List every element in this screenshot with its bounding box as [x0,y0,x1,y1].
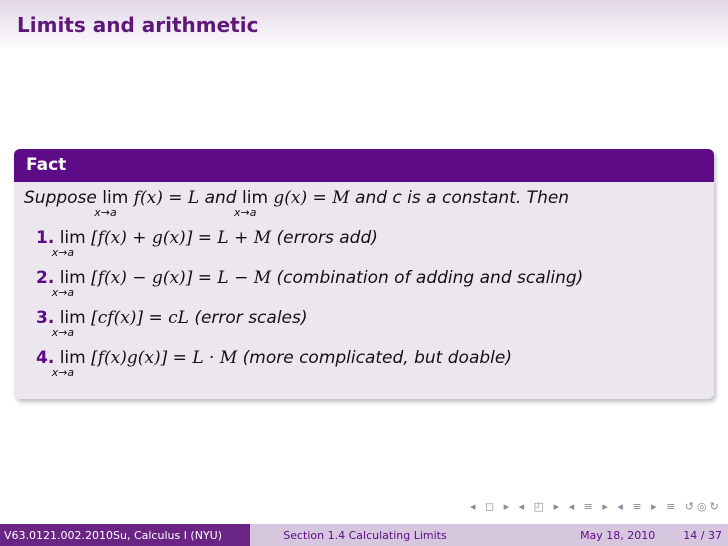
lim-subscript: x→a [234,206,257,219]
intro-rest: and c is a constant. Then [355,188,570,208]
lim-subscript: x→a [51,246,75,259]
footer-page: 14 / 37 [683,528,722,542]
item-number: 1. [36,228,55,248]
fact-item [36,308,308,339]
fact-title-bar [14,149,714,182]
slide-title: Limits and arithmetic [17,13,259,37]
lim-subscript: x→a [51,326,75,339]
item-expression: [f(x) + g(x)] = L + M [91,228,272,248]
slide-header [0,0,728,46]
lim-word: lim [59,228,86,248]
lim-word: lim [59,308,86,328]
item-note: (combination of adding and scaling) [276,268,584,288]
item-number: 3. [36,308,55,328]
lim-word: lim [102,188,129,208]
intro-lim-2 [234,188,269,219]
fact-intro [24,188,570,219]
intro-lim-1 [94,188,129,219]
footer [0,524,728,546]
item-expression: [f(x) − g(x)] = L − M [91,268,272,288]
item-lim [51,228,86,259]
intro-expr-2: g(x) = M [273,188,350,208]
item-number: 2. [36,268,55,288]
intro-suppose: Suppose [24,188,97,208]
item-lim [51,268,86,299]
item-lim [51,348,86,379]
intro-expr-1: f(x) = L [133,188,200,208]
fact-block [14,149,714,399]
fact-item [36,268,584,299]
item-lim [51,308,86,339]
fact-title: Fact [26,155,67,175]
item-number: 4. [36,348,55,368]
intro-and: and [204,188,237,208]
item-note: (more complicated, but doable) [242,348,512,368]
lim-subscript: x→a [51,286,75,299]
item-note: (error scales) [194,308,308,328]
footer-section: Section 1.4 Calculating Limits [250,524,480,546]
fact-item [36,348,512,379]
item-expression: [f(x)g(x)] = L · M [91,348,238,368]
lim-word: lim [242,188,269,208]
lim-subscript: x→a [94,206,117,219]
item-note: (errors add) [276,228,378,248]
footer-date: May 18, 2010 [580,528,656,542]
navigation-icons[interactable]: ◂ ◻ ▸ ◂ ◰ ▸ ◂ ≡ ▸ ◂ ≡ ▸ ≡ ↺◎↻ [470,500,722,513]
footer-course: V63.0121.002.2010Su, Calculus I (NYU) [0,524,250,546]
footer-right [480,524,728,546]
lim-word: lim [59,348,86,368]
lim-subscript: x→a [51,366,75,379]
lim-word: lim [59,268,86,288]
item-expression: [cf(x)] = cL [91,308,189,328]
fact-item [36,228,378,259]
